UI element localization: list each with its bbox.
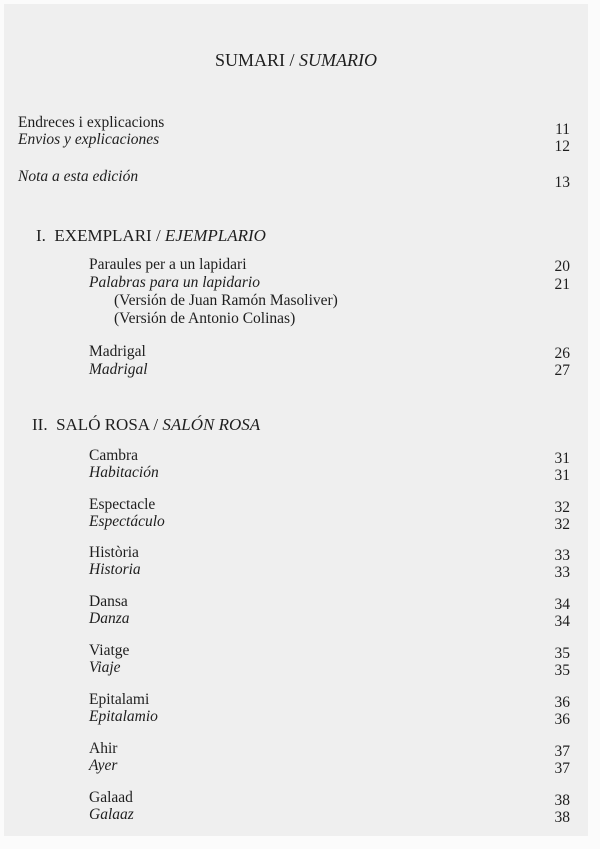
- page-number: 36: [554, 694, 570, 711]
- page-number: 35: [554, 662, 570, 679]
- toc-entry: Viatge: [89, 642, 130, 659]
- toc-entry: Palabras para un lapidario: [89, 274, 260, 291]
- toc-entry: Història: [89, 544, 139, 561]
- title-spanish: SUMARIO: [299, 50, 377, 70]
- page-number: 13: [554, 174, 570, 191]
- page-number: 34: [554, 596, 570, 613]
- page-number: 26: [554, 345, 570, 362]
- document-page: [4, 4, 588, 836]
- page-title: [4, 50, 588, 71]
- page-number: 35: [554, 645, 570, 662]
- toc-entry: Espectáculo: [89, 513, 165, 530]
- page-number: 27: [554, 362, 570, 379]
- page-number: 38: [554, 792, 570, 809]
- toc-entry: Historia: [89, 561, 141, 578]
- toc-entry: Endreces i explicacions: [18, 114, 165, 131]
- toc-entry: Dansa: [89, 593, 128, 610]
- page-number: 33: [554, 564, 570, 581]
- toc-entry: Danza: [89, 610, 130, 627]
- toc-entry: Envios y explicaciones: [18, 131, 160, 148]
- toc-entry: Nota a esta edición: [18, 168, 139, 185]
- toc-entry: Epitalami: [89, 691, 150, 708]
- translator-note: (Versión de Antonio Colinas): [114, 310, 296, 327]
- toc-entry: Ahir: [89, 740, 118, 757]
- title-catalan: SUMARI /: [215, 50, 295, 70]
- section-heading: II. SALÓ ROSA / SALÓN ROSA: [32, 415, 261, 434]
- page-number: 32: [554, 516, 570, 533]
- toc-entry: Madrigal: [89, 343, 146, 360]
- toc-entry: Epitalamio: [89, 708, 158, 725]
- page-number: 37: [554, 743, 570, 760]
- page-number: 38: [554, 809, 570, 826]
- toc-entry: Viaje: [89, 659, 121, 676]
- page-number: 36: [554, 711, 570, 728]
- section-heading: I. EXEMPLARI / EJEMPLARIO: [36, 226, 266, 245]
- toc-entry: Paraules per a un lapidari: [89, 256, 247, 273]
- page-number: 34: [554, 613, 570, 630]
- page-number: 11: [555, 121, 570, 138]
- toc-entry: Ayer: [89, 757, 118, 774]
- page-number: 31: [554, 450, 570, 467]
- toc-entry: Madrigal: [89, 361, 148, 378]
- page-number: 32: [554, 499, 570, 516]
- page-number: 12: [554, 138, 570, 155]
- page-number: 37: [554, 760, 570, 777]
- page-number: 33: [554, 547, 570, 564]
- toc-entry: Galaad: [89, 789, 133, 806]
- toc-entry: Espectacle: [89, 496, 156, 513]
- page-number: 31: [554, 467, 570, 484]
- page-number: 21: [554, 276, 570, 293]
- toc-entry: Galaaz: [89, 806, 134, 823]
- translator-note: (Versión de Juan Ramón Masoliver): [114, 292, 338, 309]
- toc-entry: Habitación: [89, 464, 159, 481]
- page-number: 20: [554, 258, 570, 275]
- toc-entry: Cambra: [89, 447, 139, 464]
